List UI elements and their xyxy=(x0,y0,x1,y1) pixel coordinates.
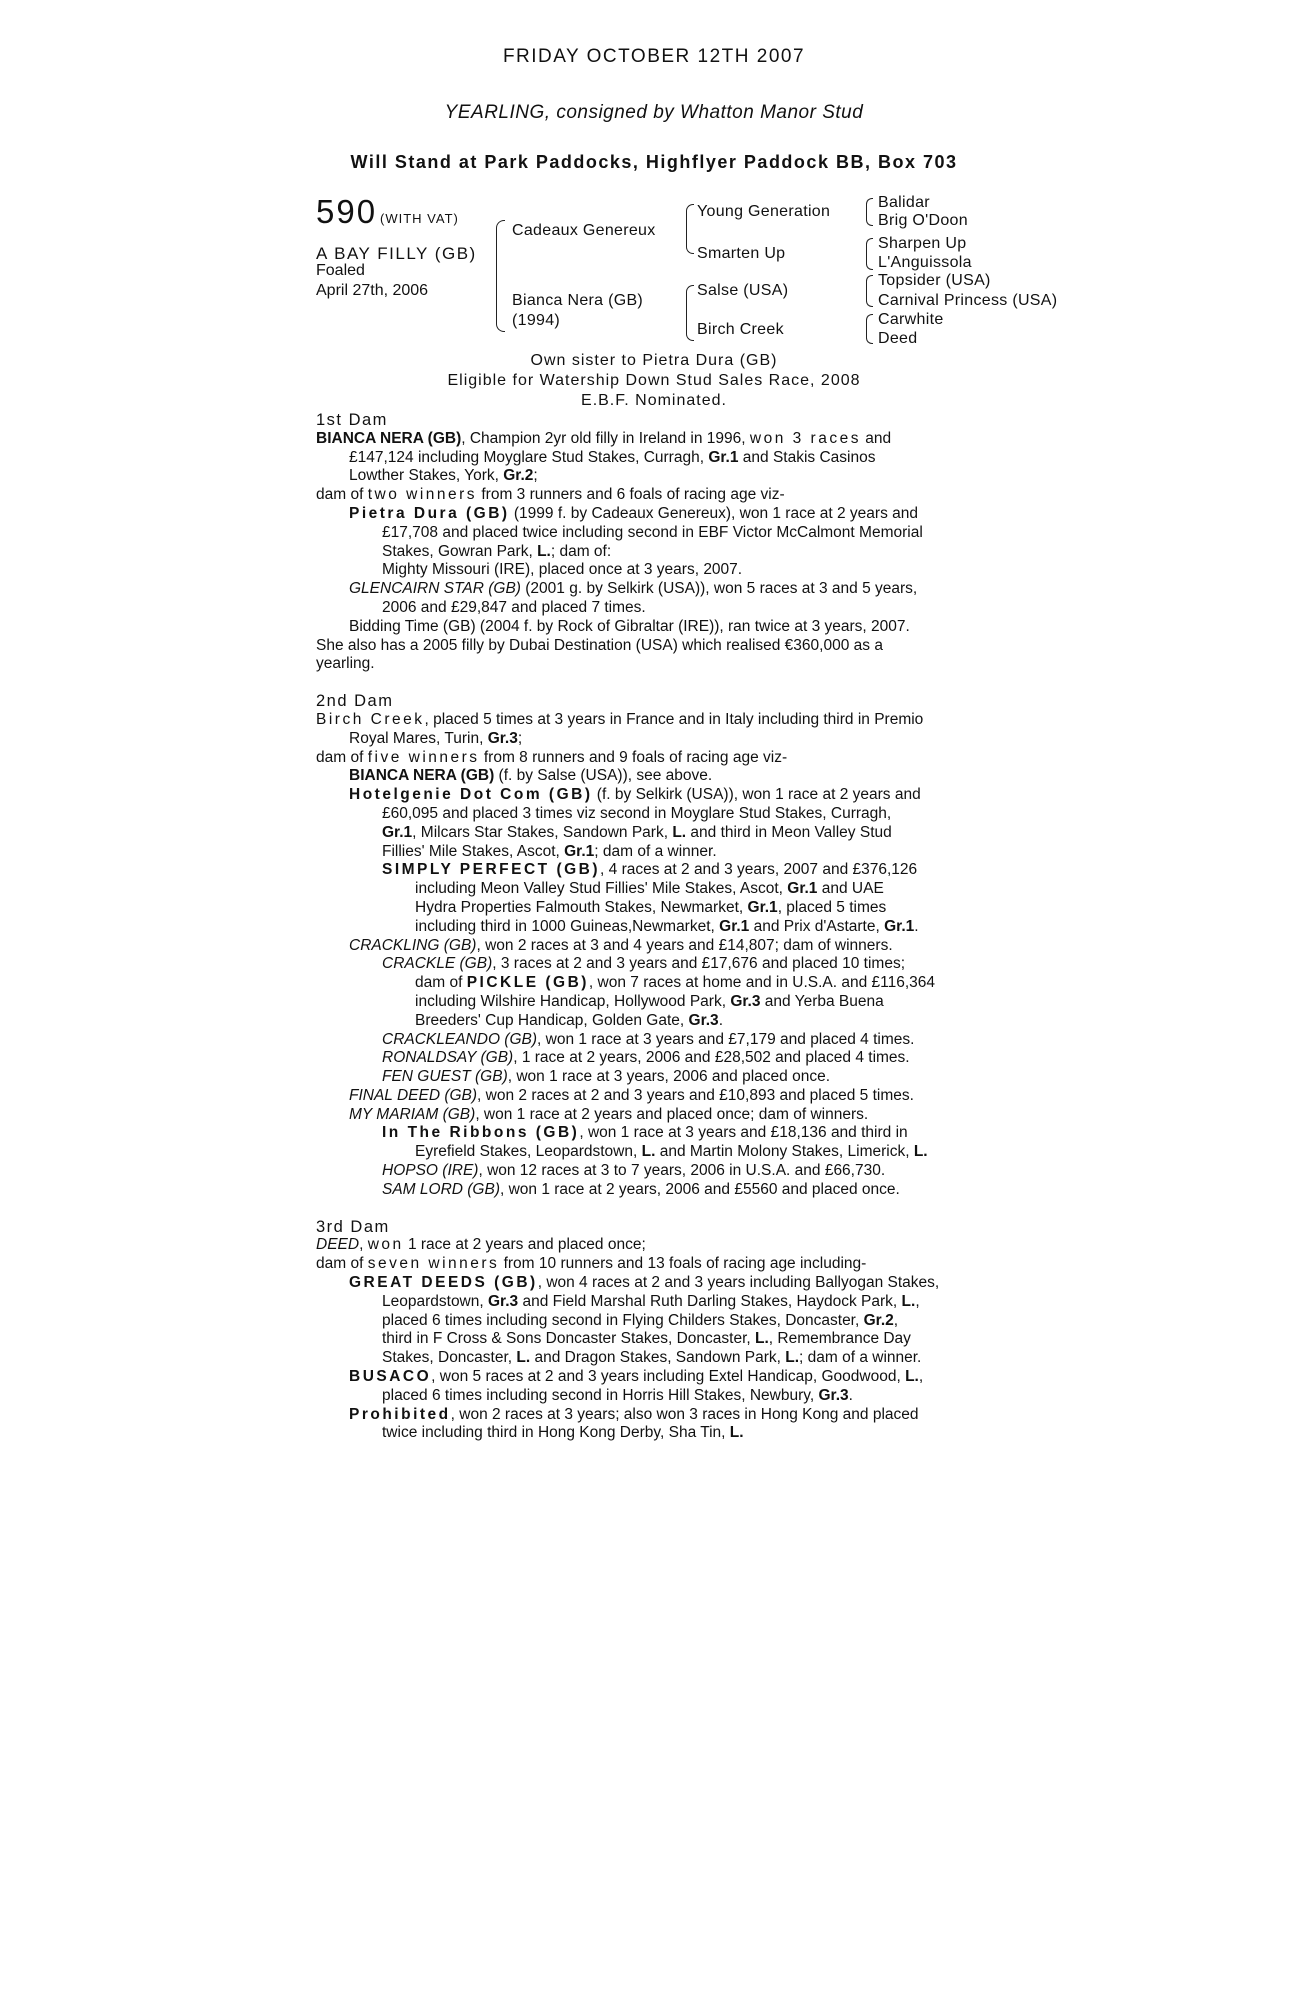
horse-name: HOPSO (IRE) xyxy=(382,1162,479,1180)
text-line xyxy=(316,1255,996,1274)
grade: Gr.1 xyxy=(564,842,595,860)
text-span: third in F Cross & Sons Doncaster Stakes, Doncaster, xyxy=(382,1330,756,1348)
consignment-line: YEARLING, consigned by Whatton Manor Stud xyxy=(444,102,864,123)
pedigree-brace-g1 xyxy=(866,198,873,226)
text-line xyxy=(316,1406,996,1425)
text-span: , xyxy=(359,1236,368,1254)
ancestor-topsider: Topsider (USA) xyxy=(878,272,991,289)
third-dam-heading: 3rd Dam xyxy=(316,1217,390,1236)
text-span: seven winners xyxy=(367,1255,500,1273)
text-line xyxy=(316,1087,996,1106)
text-span: placed 6 times including second in Flying Childers Stakes, Doncaster, xyxy=(382,1311,864,1329)
text-line xyxy=(316,430,996,449)
dam-name: Bianca Nera (GB) xyxy=(512,292,644,309)
text-line: yearling. xyxy=(316,655,375,673)
grade: Gr.3 xyxy=(818,1386,849,1404)
text-line xyxy=(316,1012,996,1031)
text-line xyxy=(316,1049,996,1068)
text-span: , won 12 races at 3 to 7 years, 2006 in U.S.A. and £66,730. xyxy=(478,1162,886,1180)
text-span: , won 1 race at 2 years, 2006 and £5560 and placed once. xyxy=(499,1180,900,1198)
horse-name: GREAT DEEDS (GB) xyxy=(349,1274,538,1292)
text-line xyxy=(316,1424,996,1443)
text-line xyxy=(316,449,996,468)
text-line xyxy=(316,1236,996,1255)
horse-name: Hotelgenie Dot Com (GB) xyxy=(349,786,593,804)
ancestor-balidar: Balidar xyxy=(878,194,930,211)
text-span: , won 1 race at 3 years, 2006 and placed once. xyxy=(507,1068,831,1086)
text-line: 2006 and £29,847 and placed 7 times. xyxy=(382,598,646,616)
pedigree-brace-g3 xyxy=(866,275,873,307)
text-span: , 3 races at 2 and 3 years and £17,676 and placed 10 times; xyxy=(492,955,905,973)
ancestor-deed: Deed xyxy=(878,330,918,347)
sire-dam-name: Smarten Up xyxy=(697,245,786,262)
text-line xyxy=(316,861,996,880)
text-line xyxy=(316,730,996,749)
horse-name: Prohibited xyxy=(349,1405,451,1423)
grade: Gr.2 xyxy=(863,1311,894,1329)
horse-name: FEN GUEST (GB) xyxy=(382,1068,508,1086)
text-span: and Stakis Casinos xyxy=(738,448,876,466)
third-dam-section xyxy=(316,1218,996,1444)
text-line xyxy=(316,486,996,505)
pedigree-brace-g4 xyxy=(866,314,873,344)
text-span: (2001 g. by Selkirk (USA)), won 5 races at 3 and 5 years, xyxy=(520,580,918,598)
text-span: , won 2 races at 3 and 4 years and £14,807; dam of winners. xyxy=(476,936,893,954)
text-line xyxy=(316,1368,996,1387)
text-span: . xyxy=(848,1386,853,1404)
text-span: Hydra Properties Falmouth Stakes, Newmarket, xyxy=(415,898,748,916)
ancestor-carnival-princess: Carnival Princess (USA) xyxy=(878,292,1058,309)
ebf-note: E.B.F. Nominated. xyxy=(581,392,727,409)
text-span: , won 1 race at 2 years and placed once; dam of winners. xyxy=(475,1105,869,1123)
text-span: ; xyxy=(533,467,538,485)
text-line xyxy=(316,899,996,918)
text-span: and Prix d'Astarte, xyxy=(749,917,885,935)
grade: L. xyxy=(641,1143,656,1161)
text-span: ; dam of a winner. xyxy=(594,842,717,860)
horse-name: Pietra Dura (GB) xyxy=(349,504,510,522)
text-span: 1 race at 2 years and placed once; xyxy=(403,1236,646,1254)
horse-name: PICKLE (GB) xyxy=(466,974,589,992)
grade: Gr.2 xyxy=(503,467,534,485)
lot-name: A BAY FILLY (GB) xyxy=(316,244,477,263)
text-line xyxy=(316,749,996,768)
text-line xyxy=(316,1293,996,1312)
text-span: from 8 runners and 9 foals of racing age viz- xyxy=(479,748,788,766)
grade: L. xyxy=(672,823,687,841)
grade: L. xyxy=(516,1349,531,1367)
dam-year: (1994) xyxy=(512,312,561,329)
text-line xyxy=(316,843,996,862)
text-line xyxy=(316,543,996,562)
horse-name: CRACKLEANDO (GB) xyxy=(382,1030,538,1048)
pedigree-brace-g2 xyxy=(866,238,873,270)
horse-name: BUSACO xyxy=(349,1368,432,1386)
text-span: including Meon Valley Stud Fillies' Mile Stakes, Ascot, xyxy=(415,880,788,898)
ancestor-languissola: L'Anguissola xyxy=(878,254,972,271)
pedigree-brace-main xyxy=(496,220,505,332)
text-span: Stakes, Gowran Park, xyxy=(382,542,538,560)
text-line xyxy=(316,1031,996,1050)
text-line xyxy=(316,1312,996,1331)
text-line xyxy=(316,974,996,993)
text-span: ; dam of a winner. xyxy=(799,1349,922,1367)
grade: L. xyxy=(755,1330,769,1348)
grade: Gr.1 xyxy=(884,917,915,935)
horse-name: CRACKLE (GB) xyxy=(382,955,493,973)
grade: Gr.3 xyxy=(488,1292,519,1310)
text-line xyxy=(316,1124,996,1143)
text-line: £17,708 and placed twice including second in EBF Victor McCalmont Memorial xyxy=(382,523,923,541)
own-sister-note: Own sister to Pietra Dura (GB) xyxy=(530,352,778,369)
eligibility-note: Eligible for Watership Down Stud Sales Race, 2008 xyxy=(447,372,861,389)
text-span: , xyxy=(893,1311,899,1329)
grade: Gr.3 xyxy=(688,1011,719,1029)
text-span: , won 2 races at 3 years; also won 3 races in Hong Kong and placed xyxy=(450,1405,919,1423)
grade: Gr.1 xyxy=(787,880,818,898)
text-line xyxy=(316,1181,996,1200)
text-span: five winners xyxy=(367,748,480,766)
text-span: Leopardstown, xyxy=(382,1292,488,1310)
vat-label: (WITH VAT) xyxy=(380,211,459,226)
text-span: won xyxy=(367,1236,404,1254)
grade: Gr.1 xyxy=(719,917,750,935)
text-span: including Wilshire Handicap, Hollywood Park, xyxy=(415,992,731,1010)
dam-dam-name: Birch Creek xyxy=(697,321,784,338)
section-gap xyxy=(316,674,996,692)
horse-name: FINAL DEED (GB) xyxy=(349,1086,478,1104)
first-dam-section xyxy=(316,411,996,674)
text-span: and UAE xyxy=(817,880,884,898)
grade: L. xyxy=(729,1424,744,1442)
text-line xyxy=(316,767,996,786)
horse-name: RONALDSAY (GB) xyxy=(382,1049,514,1067)
foaled-date: April 27th, 2006 xyxy=(316,282,429,299)
text-span: placed 6 times including second in Horris Hill Stakes, Newbury, xyxy=(382,1386,819,1404)
text-span: , 4 races at 2 and 3 years, 2007 and £376,126 xyxy=(600,861,918,879)
dam-sire-name: Salse (USA) xyxy=(697,282,789,299)
text-span: , won 7 races at home and in U.S.A. and £116,364 xyxy=(588,974,936,992)
text-line xyxy=(316,505,996,524)
horse-name: DEED xyxy=(316,1236,360,1254)
text-span: Fillies' Mile Stakes, Ascot, xyxy=(382,842,565,860)
text-line xyxy=(316,1143,996,1162)
text-span: . xyxy=(718,1011,723,1029)
text-line xyxy=(316,1068,996,1087)
text-span: (f. by Salse (USA)), see above. xyxy=(494,767,713,785)
stand-location: Will Stand at Park Paddocks, Highflyer Paddock BB, Box 703 xyxy=(350,152,958,172)
ancestor-sharpen-up: Sharpen Up xyxy=(878,235,967,252)
text-line: She also has a 2005 filly by Dubai Destination (USA) which realised €360,000 as a xyxy=(316,636,883,654)
text-span: Lowther Stakes, York, xyxy=(349,467,504,485)
text-span: from 3 runners and 6 foals of racing age viz- xyxy=(477,486,785,504)
text-span: , Remembrance Day xyxy=(768,1330,911,1348)
text-span: Eyrefield Stakes, Leopardstown, xyxy=(415,1143,642,1161)
text-span: and Martin Molony Stakes, Limerick, xyxy=(655,1143,914,1161)
text-span: won 3 races xyxy=(749,429,861,447)
text-span: , Champion 2yr old filly in Ireland in 1996, xyxy=(461,429,750,447)
horse-name: GLENCAIRN STAR (GB) xyxy=(349,580,521,598)
text-span: , won 1 race at 3 years and £7,179 and placed 4 times. xyxy=(537,1030,915,1048)
grade: L. xyxy=(785,1349,800,1367)
text-span: (1999 f. by Cadeaux Genereux), won 1 race at 2 years and xyxy=(509,504,918,522)
grade: L. xyxy=(537,542,551,560)
grade: Gr.1 xyxy=(382,823,413,841)
text-span: , xyxy=(918,1368,924,1386)
text-span: , won 2 races at 2 and 3 years and £10,893 and placed 5 times. xyxy=(477,1086,914,1104)
text-span: , won 5 races at 2 and 3 years including Extel Handicap, Goodwood, xyxy=(431,1368,906,1386)
horse-name: SAM LORD (GB) xyxy=(382,1180,500,1198)
horse-name: CRACKLING (GB) xyxy=(349,936,477,954)
horse-name: In The Ribbons (GB) xyxy=(382,1124,580,1142)
text-span: (f. by Selkirk (USA)), won 1 race at 2 years and xyxy=(592,786,921,804)
pedigree-brace-sire xyxy=(686,204,694,254)
ancestor-brig-o-doon: Brig O'Doon xyxy=(878,212,968,229)
text-line: Mighty Missouri (IRE), placed once at 3 years, 2007. xyxy=(382,561,743,579)
text-span: two winners xyxy=(367,486,478,504)
grade: L. xyxy=(905,1368,919,1386)
second-dam-heading: 2nd Dam xyxy=(316,692,394,711)
sire-sire-name: Young Generation xyxy=(697,203,831,220)
horse-name: BIANCA NERA (GB) xyxy=(316,429,462,447)
grade: Gr.3 xyxy=(730,992,761,1010)
pedigree-brace-dam xyxy=(686,285,694,341)
text-span: , won 4 races at 2 and 3 years including Ballyogan Stakes, xyxy=(537,1274,940,1292)
text-span: dam of xyxy=(415,974,467,992)
first-dam-heading: 1st Dam xyxy=(316,411,388,429)
text-span: , Milcars Star Stakes, Sandown Park, xyxy=(412,823,673,841)
text-span: ; dam of: xyxy=(550,542,612,560)
horse-name: BIANCA NERA (GB) xyxy=(349,767,495,785)
text-span: , 1 race at 2 years, 2006 and £28,502 and placed 4 times. xyxy=(513,1049,910,1067)
text-span: , xyxy=(915,1292,920,1310)
horse-name: Birch Creek xyxy=(316,710,425,728)
horse-name: SIMPLY PERFECT (GB) xyxy=(382,861,601,879)
sire-name: Cadeaux Genereux xyxy=(512,222,656,239)
text-span: ; xyxy=(517,729,523,747)
second-dam-section xyxy=(316,692,996,1200)
text-span: and xyxy=(860,429,892,447)
text-line xyxy=(316,918,996,937)
section-gap xyxy=(316,1200,996,1218)
text-span: dam of xyxy=(316,748,368,766)
grade: Gr.3 xyxy=(487,729,518,747)
text-line xyxy=(316,993,996,1012)
text-span: from 10 runners and 13 foals of racing age including- xyxy=(499,1255,867,1273)
text-span: dam of xyxy=(316,1255,368,1273)
text-line: £60,095 and placed 3 times viz second in Moyglare Stud Stakes, Curragh, xyxy=(382,804,892,822)
text-line xyxy=(316,880,996,899)
horse-name: MY MARIAM (GB) xyxy=(349,1105,476,1123)
text-line xyxy=(316,824,996,843)
text-span: and Field Marshal Ruth Darling Stakes, Haydock Park, xyxy=(518,1292,902,1310)
grade: L. xyxy=(901,1292,916,1310)
text-span: including third in 1000 Guineas,Newmarket, xyxy=(415,917,720,935)
text-span: , placed 5 times at 3 years in France and in Italy including third in Premio xyxy=(424,710,924,728)
text-line xyxy=(316,1106,996,1125)
text-span: £147,124 including Moyglare Stud Stakes, Curragh, xyxy=(349,448,709,466)
grade: L. xyxy=(913,1143,928,1161)
text-line xyxy=(316,1162,996,1181)
lot-number: 590 xyxy=(316,193,378,230)
text-span: and Dragon Stakes, Sandown Park, xyxy=(530,1349,786,1367)
ancestor-carwhite: Carwhite xyxy=(878,311,944,328)
grade: Gr.1 xyxy=(708,448,739,466)
text-line xyxy=(316,1349,996,1368)
text-span: twice including third in Hong Kong Derby, Sha Tin, xyxy=(382,1424,730,1442)
text-span: and third in Meon Valley Stud xyxy=(686,823,892,841)
family-history xyxy=(316,411,996,1443)
text-span: , won 1 race at 3 years and £18,136 and third in xyxy=(579,1124,908,1142)
text-line xyxy=(316,955,996,974)
text-line xyxy=(316,467,996,486)
text-span: and Yerba Buena xyxy=(760,992,884,1010)
text-line xyxy=(316,786,996,805)
text-span: . xyxy=(914,917,919,935)
text-span: Royal Mares, Turin, xyxy=(349,729,488,747)
foaled-label: Foaled xyxy=(316,262,365,279)
sale-date: FRIDAY OCTOBER 12TH 2007 xyxy=(502,46,806,67)
text-span: dam of xyxy=(316,486,368,504)
text-line xyxy=(316,937,996,956)
grade: Gr.1 xyxy=(747,898,778,916)
text-span: Stakes, Doncaster, xyxy=(382,1349,517,1367)
text-line xyxy=(316,1387,996,1406)
text-span: Breeders' Cup Handicap, Golden Gate, xyxy=(415,1011,689,1029)
text-line: Bidding Time (GB) (2004 f. by Rock of Gibraltar (IRE)), ran twice at 3 years, 2007. xyxy=(349,617,910,635)
text-line xyxy=(316,711,996,730)
text-span: , placed 5 times xyxy=(777,898,887,916)
text-line xyxy=(316,580,996,599)
text-line xyxy=(316,1274,996,1293)
text-line xyxy=(316,1330,996,1349)
